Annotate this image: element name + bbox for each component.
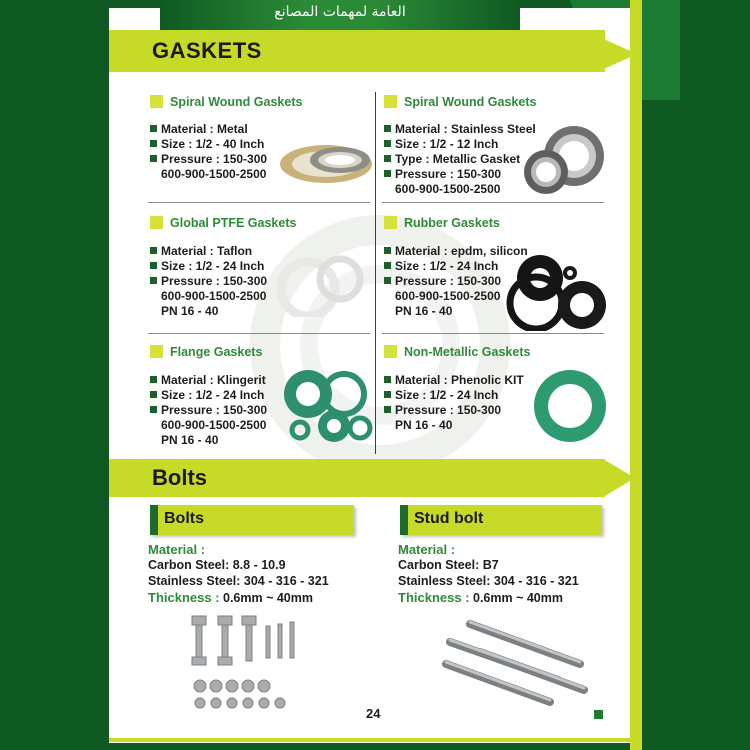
- bolts-image: [186, 612, 306, 712]
- bullet-square: [384, 95, 397, 108]
- row-divider: [148, 202, 370, 203]
- bullet-square: [150, 216, 163, 229]
- stud-bolts-image: [440, 612, 590, 710]
- gasket-spec-pressure-classes: 600-900-1500-2500: [395, 182, 501, 196]
- gasket-spec-pn: PN 16 - 40: [161, 304, 219, 318]
- gasket-spec-material: Material : Stainless Steel: [384, 122, 536, 136]
- stud-bolt-thickness: Thickness : 0.6mm ~ 40mm: [398, 590, 563, 605]
- arabic-header-title: العامة لمهمات المصانع: [274, 4, 406, 20]
- row-divider: [382, 202, 604, 203]
- bolts-stainless-steel: Stainless Steel: 304 - 316 - 321: [148, 574, 329, 588]
- stud-bolt-material-label: Material :: [398, 542, 456, 557]
- gaskets-heading-bar: [109, 30, 605, 72]
- bolts-subheading: Bolts: [164, 510, 204, 527]
- gasket-spec-size: Size : 1/2 - 12 Inch: [384, 137, 498, 151]
- rubber-gasket-image: [506, 253, 610, 331]
- gasket-spec-pressure: Pressure : 150-300: [384, 403, 501, 417]
- bullet-square: [150, 95, 163, 108]
- gasket-spec-material: Material : Taflon: [150, 244, 252, 258]
- gasket-spec-pn: PN 16 - 40: [395, 418, 453, 432]
- column-divider: [375, 92, 376, 454]
- corner-square: [594, 710, 603, 719]
- gasket-title: Global PTFE Gaskets: [150, 216, 296, 230]
- gasket-title: Rubber Gaskets: [384, 216, 500, 230]
- gasket-spec-material: Material : Metal: [150, 122, 248, 136]
- bullet-square: [384, 216, 397, 229]
- gasket-spec-pressure: Pressure : 150-300: [150, 403, 267, 417]
- flange-gasket-image: [278, 364, 374, 446]
- gasket-spec-pressure: Pressure : 150-300: [150, 152, 267, 166]
- gasket-spec-pressure: Pressure : 150-300: [384, 167, 501, 181]
- stud-bolt-stainless-steel: Stainless Steel: 304 - 316 - 321: [398, 574, 579, 588]
- gasket-spec-pressure-classes: 600-900-1500-2500: [395, 289, 501, 303]
- gasket-title: Spiral Wound Gaskets: [150, 95, 302, 109]
- gasket-spec-pressure-classes: 600-900-1500-2500: [161, 289, 267, 303]
- bolts-heading-bar: [109, 459, 605, 497]
- non-metallic-gasket-image: [528, 364, 608, 448]
- bullet-square: [384, 345, 397, 358]
- gasket-spec-pn: PN 16 - 40: [395, 304, 453, 318]
- stud-bolt-subheading-bar: [400, 505, 602, 535]
- gasket-spec-pressure-classes: 600-900-1500-2500: [161, 167, 267, 181]
- gasket-title: Non-Metallic Gaskets: [384, 345, 530, 359]
- stud-bolt-subheading: Stud bolt: [414, 510, 484, 527]
- gasket-spec-size: Size : 1/2 - 24 Inch: [384, 388, 498, 402]
- row-divider: [148, 333, 370, 334]
- stud-bolt-carbon-steel: Carbon Steel: B7: [398, 558, 499, 572]
- bolts-material-label: Material :: [148, 542, 206, 557]
- gasket-spec-size: Size : 1/2 - 24 Inch: [384, 259, 498, 273]
- header-band: [160, 0, 520, 30]
- gaskets-heading: GASKETS: [152, 38, 262, 63]
- bolts-thickness: Thickness : 0.6mm ~ 40mm: [148, 590, 313, 605]
- bolts-carbon-steel: Carbon Steel: 8.8 - 10.9: [148, 558, 286, 572]
- gasket-spec-size: Size : 1/2 - 24 Inch: [150, 388, 264, 402]
- gasket-spec-size: Size : 1/2 - 24 Inch: [150, 259, 264, 273]
- gasket-spec-size: Size : 1/2 - 40 Inch: [150, 137, 264, 151]
- gasket-spec-type: Type : Metallic Gasket: [384, 152, 520, 166]
- spiral-wound-gasket-image: [278, 143, 374, 185]
- gasket-spec-material: Material : epdm, silicon: [384, 244, 528, 258]
- gasket-spec-pressure-classes: 600-900-1500-2500: [161, 418, 267, 432]
- stainless-spiral-gasket-image: [522, 122, 606, 198]
- gasket-title: Spiral Wound Gaskets: [384, 95, 536, 109]
- gasket-spec-material: Material : Klingerit: [150, 373, 266, 387]
- gasket-title: Flange Gaskets: [150, 345, 262, 359]
- gasket-spec-pn: PN 16 - 40: [161, 433, 219, 447]
- row-divider: [382, 333, 604, 334]
- lime-stripe-bottom: [109, 738, 642, 742]
- ptfe-gasket-image: [275, 255, 365, 317]
- bullet-square: [150, 345, 163, 358]
- gasket-spec-material: Material : Phenolic KIT: [384, 373, 524, 387]
- bolts-subheading-bar: [150, 505, 354, 535]
- gasket-spec-pressure: Pressure : 150-300: [150, 274, 267, 288]
- bolts-heading: Bolts: [152, 465, 207, 490]
- page-number: 24: [366, 706, 381, 721]
- lime-stripe-right: [630, 0, 642, 750]
- gasket-spec-pressure: Pressure : 150-300: [384, 274, 501, 288]
